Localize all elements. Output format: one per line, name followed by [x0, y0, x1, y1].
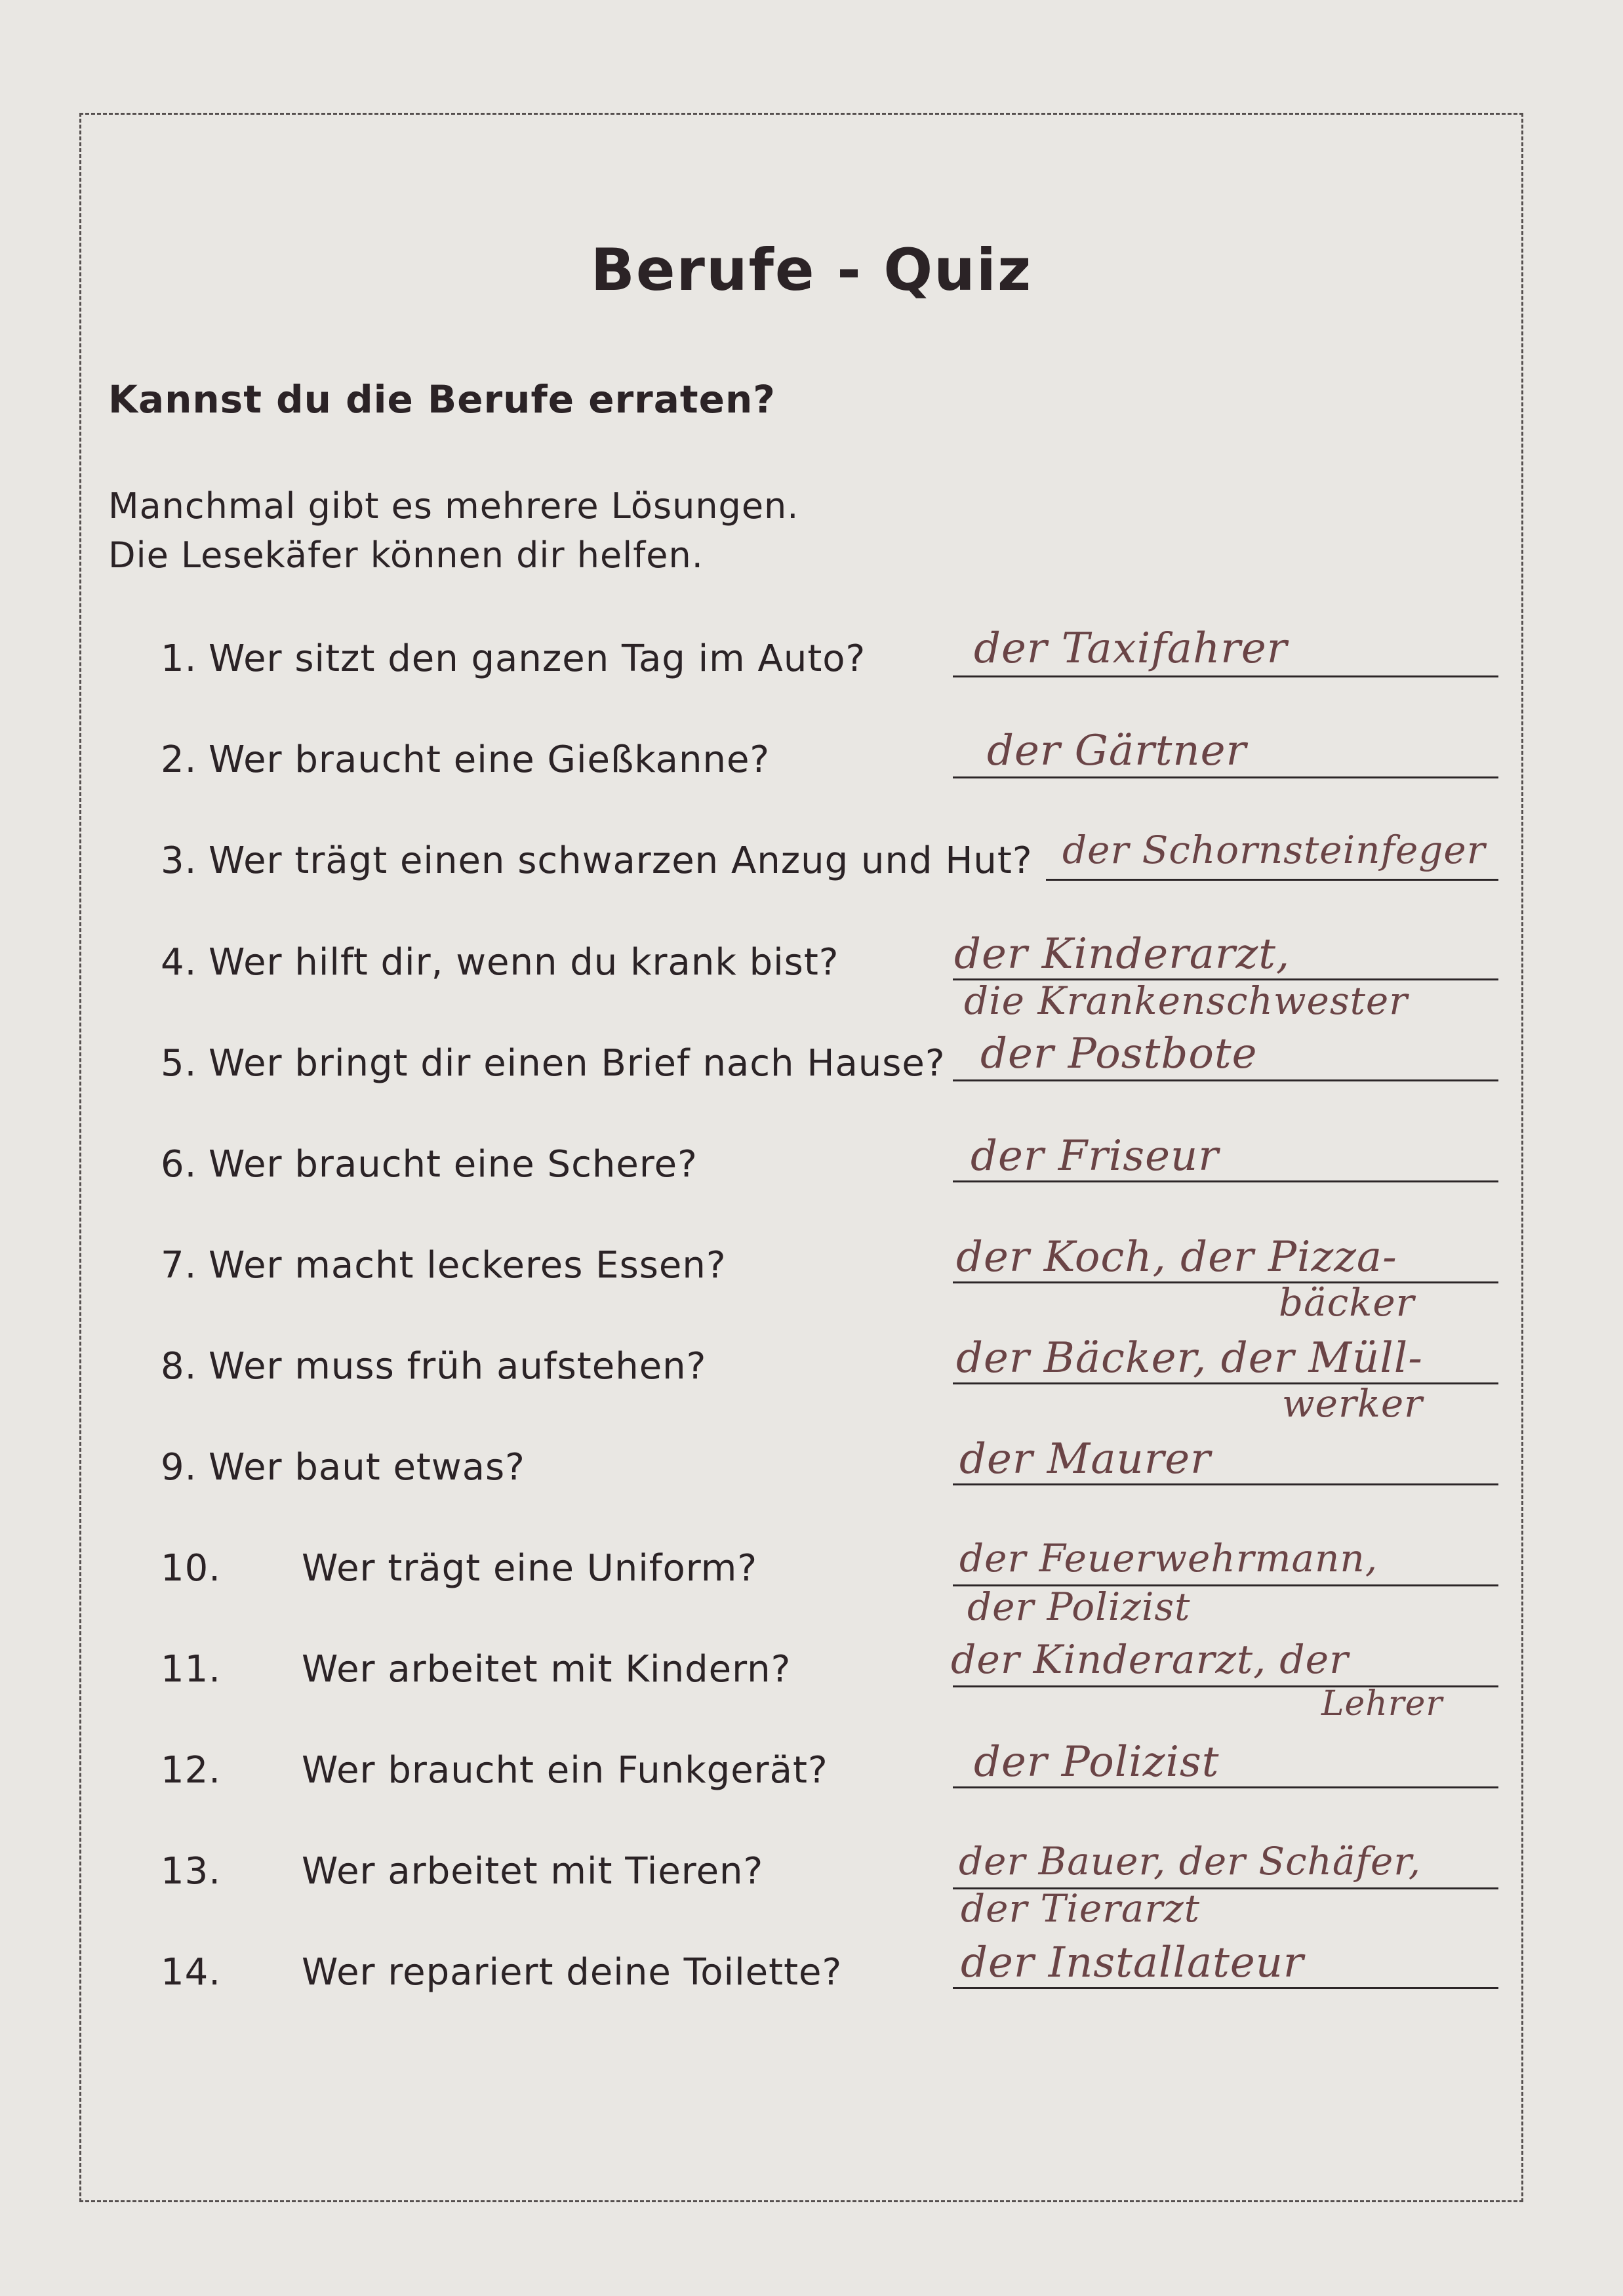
question-text: Wer sitzt den ganzen Tag im Auto? [209, 637, 866, 680]
answer-text-continued: der Tierarzt [961, 1886, 1201, 1931]
question-number: 6. [161, 1143, 197, 1186]
question-text: Wer hilft dir, wenn du krank bist? [209, 941, 839, 984]
question-text: Wer trägt einen schwarzen Anzug und Hut? [209, 839, 1033, 882]
answer-line [953, 1281, 1498, 1283]
answer-text: der Bäcker, der Müll- [956, 1334, 1423, 1382]
intro-line-2: Die Lesekäfer können dir helfen. [108, 534, 704, 576]
answer-text: der Friseur [971, 1132, 1219, 1180]
answer-text: der Maurer [959, 1435, 1211, 1483]
answer-text: der Gärtner [987, 727, 1247, 775]
question-number: 11. [161, 1648, 222, 1691]
answer-text-continued: der Polizist [967, 1584, 1191, 1629]
question-text: Wer arbeitet mit Kindern? [302, 1648, 791, 1691]
question-text: Wer braucht eine Schere? [209, 1143, 698, 1186]
question-number: 13. [161, 1850, 222, 1893]
answer-text: der Taxifahrer [974, 624, 1288, 673]
question-number: 5. [161, 1042, 197, 1085]
question-text: Wer repariert deine Toilette? [302, 1951, 843, 1994]
answer-line [953, 1483, 1498, 1485]
question-number: 14. [161, 1951, 222, 1994]
answer-text: der Schornsteinfeger [1062, 828, 1486, 872]
answer-text-continued: die Krankenschwester [964, 978, 1408, 1023]
question-text: Wer braucht ein Funkgerät? [302, 1749, 828, 1792]
answer-text: der Kinderarzt, der [951, 1637, 1349, 1683]
question-number: 9. [161, 1446, 197, 1489]
question-number: 2. [161, 738, 197, 781]
question-number: 12. [161, 1749, 222, 1792]
question-number: 3. [161, 839, 197, 882]
question-number: 7. [161, 1244, 197, 1287]
question-text: Wer bringt dir einen Brief nach Hause? [209, 1042, 946, 1085]
question-number: 10. [161, 1547, 222, 1590]
answer-line [953, 675, 1498, 677]
answer-line [953, 1786, 1498, 1788]
answer-text: der Polizist [974, 1738, 1220, 1786]
answer-line [1046, 879, 1498, 881]
question-text: Wer arbeitet mit Tieren? [302, 1850, 764, 1893]
answer-text-continued: werker [1282, 1381, 1423, 1426]
answer-line [953, 1180, 1498, 1182]
answer-text: der Postbote [980, 1030, 1258, 1078]
question-text: Wer braucht eine Gießkanne? [209, 738, 771, 781]
question-text: Wer macht leckeres Essen? [209, 1244, 727, 1287]
question-text: Wer muss früh aufstehen? [209, 1345, 707, 1388]
question-number: 1. [161, 637, 197, 680]
answer-line [953, 1079, 1498, 1081]
question-number: 4. [161, 941, 197, 984]
intro-line-1: Manchmal gibt es mehrere Lösungen. [108, 485, 799, 527]
answer-text: der Feuerwehrmann, [959, 1536, 1378, 1581]
answer-line [953, 776, 1498, 778]
subtitle: Kannst du die Berufe erraten? [108, 377, 776, 422]
page-title: Berufe - Quiz [590, 236, 1033, 304]
answer-text-continued: Lehrer [1321, 1684, 1443, 1723]
answer-text-continued: bäcker [1279, 1280, 1415, 1325]
answer-text: der Bauer, der Schäfer, [959, 1839, 1422, 1883]
question-number: 8. [161, 1345, 197, 1388]
question-text: Wer trägt eine Uniform? [302, 1547, 758, 1590]
answer-text: der Koch, der Pizza- [956, 1233, 1397, 1281]
answer-line [953, 1987, 1498, 1989]
answer-text: der Installateur [961, 1939, 1304, 1987]
question-text: Wer baut etwas? [209, 1446, 525, 1489]
answer-text: der Kinderarzt, [954, 930, 1291, 978]
